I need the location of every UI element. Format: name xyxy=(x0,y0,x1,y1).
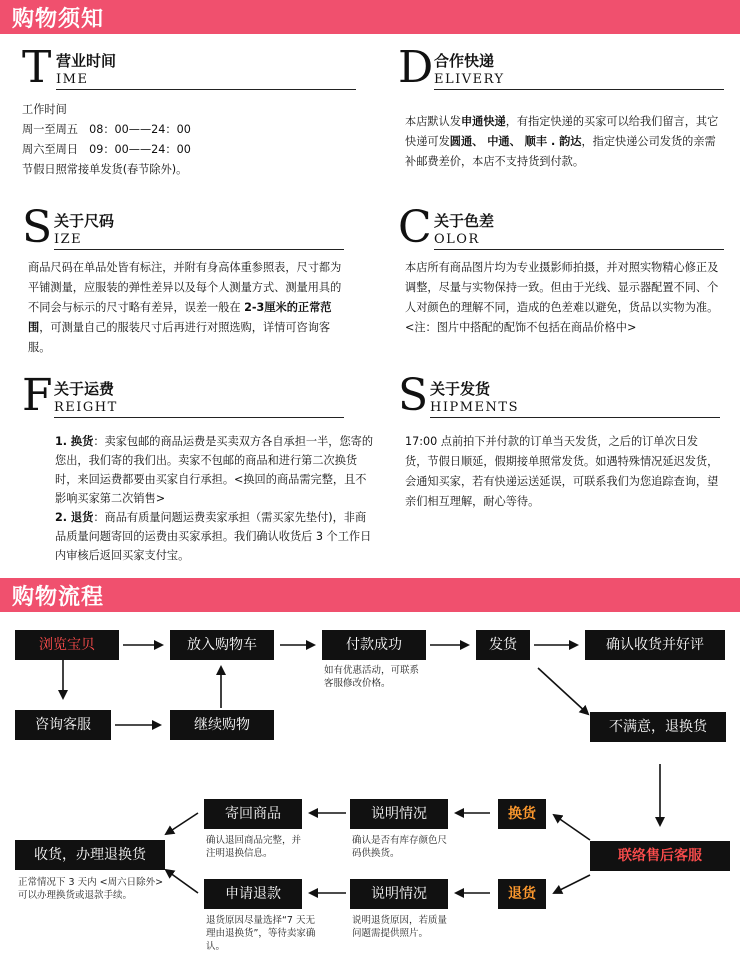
process-banner-title: 购物流程 xyxy=(12,585,105,610)
notice-banner-title: 购物须知 xyxy=(12,7,105,32)
arrow-contact-exchange xyxy=(554,815,590,840)
time-line: 周一至周五 08：00——24：00 xyxy=(22,123,191,136)
flow-pay: 付款成功 xyxy=(322,630,426,660)
freight-exchange-text: ：卖家包邮的商品运费是买卖双方各自承担一半，您寄的您出，我们寄的我们出。卖家不包邮的商品和进行第二次换货时，来回运费都要由买家自行承担。<换回的商品需完整，且不影响买家第二次销售> xyxy=(55,435,374,505)
arrow-apply-receive xyxy=(166,870,198,893)
flow-refund: 退货 xyxy=(498,879,546,909)
arrow-ship-unsatisfied xyxy=(538,668,588,714)
note-explain2: 说明退货原因，若质量问题需提供照片。 xyxy=(352,915,448,939)
flow-continue: 继续购物 xyxy=(170,710,274,740)
flow-contact: 联络售后客服 xyxy=(590,841,730,871)
time-initial: T xyxy=(22,42,52,93)
flow-cart: 放入购物车 xyxy=(170,630,274,660)
freight-return-text: ：商品有质量问题运费卖家承担（需买家先垫付)，非商品质量问题寄回的运费由买家承担。我们确认收货后 3 个工作日内审核后返回买家支付宝。 xyxy=(55,511,372,562)
freight-title-en: REIGHT xyxy=(54,400,118,415)
size-text: 商品尺码在单品处皆有标注，并附有身高体重参照表，尺寸都为平铺测量，应服装的弹性差异以及每个人测量方式、测量用具的不同会与标示的尺寸略有差异，误差一般在 xyxy=(28,261,342,314)
flow-explain2: 说明情况 xyxy=(350,879,448,909)
delivery-text: 本店默认发 xyxy=(405,115,461,128)
delivery-text: ，指定快递公司发货的亲需补邮费差价，本店不支持货到付款。 xyxy=(405,135,716,168)
size-initial: S xyxy=(22,202,53,253)
flow-unsatisfied: 不满意，退换货 xyxy=(590,712,726,742)
color-title-cn: 关于色差 xyxy=(434,212,495,230)
time-title-en: IME xyxy=(56,72,89,87)
flow-browse: 浏览宝贝 xyxy=(15,630,119,660)
time-title-cn: 营业时间 xyxy=(56,52,117,70)
freight-return-label: 2. 退货 xyxy=(55,511,94,524)
size-title-en: IZE xyxy=(54,232,83,247)
color-note: <注：图片中搭配的配饰不包括在商品价格中> xyxy=(405,321,637,334)
note-return: 确认退回商品完整，并注明退换信息。 xyxy=(206,835,302,859)
shipments-title-en: HIPMENTS xyxy=(430,400,519,415)
arrow-contact-refund xyxy=(554,875,590,893)
freight-exchange-label: 1. 换货 xyxy=(55,435,94,448)
delivery-text: ，有指定快递的买家可以给我们留言，其它快递可发 xyxy=(405,115,719,148)
delivery-initial: D xyxy=(398,42,434,93)
flow-receive: 收货，办理退换货 xyxy=(15,840,165,870)
flow-return-goods: 寄回商品 xyxy=(204,799,302,829)
flow-exchange: 换货 xyxy=(498,799,546,829)
flow-consult: 咨询客服 xyxy=(15,710,111,740)
color-initial: C xyxy=(398,202,432,253)
size-text: ，可测量自己的服装尺寸后再进行对照选购，详情可咨询客服。 xyxy=(28,321,331,354)
note-explain1: 确认是否有库存颜色尺码供换货。 xyxy=(352,835,448,859)
shipments-title-cn: 关于发货 xyxy=(430,380,491,398)
note-apply: 退货原因尽量选择“7 天无理由退换货”，等待卖家确认。 xyxy=(206,915,316,952)
time-line: 工作时间 xyxy=(22,103,67,116)
color-title-en: OLOR xyxy=(434,232,480,247)
flow-apply: 申请退款 xyxy=(204,879,302,909)
delivery-title-cn: 合作快递 xyxy=(434,52,495,70)
size-tolerance: 2-3厘米的正常范围 xyxy=(28,301,332,334)
freight-initial: F xyxy=(22,370,53,421)
freight-title-cn: 关于运费 xyxy=(54,380,115,398)
time-line: 节假日照常接单发货(春节除外)。 xyxy=(22,163,188,176)
delivery-title-en: ELIVERY xyxy=(434,72,505,87)
size-title-cn: 关于尺码 xyxy=(54,212,115,230)
shipments-initial: S xyxy=(398,370,429,421)
shipments-text: 17:00 点前拍下并付款的订单当天发货，之后的订单次日发货，节假日顺延，假期接单照常发货。如遇特殊情况延迟发货，会通知买家，若有快递运送延误，可联系我们为您追踪查询，望亲们相互理解，耐心等待。 xyxy=(405,435,719,508)
flow-ship: 发货 xyxy=(476,630,530,660)
delivery-default-courier: 申通快递 xyxy=(460,115,506,128)
arrow-return-receive xyxy=(166,813,198,834)
time-line: 周六至周日 09：00——24：00 xyxy=(22,143,191,156)
delivery-other-couriers: 圆通、 中通、 顺丰 . 韵达 xyxy=(449,135,582,148)
note-receive: 正常情况下 3 天内 <周六日除外> 可以办理换货或退款手续。 xyxy=(18,877,164,901)
flow-explain1: 说明情况 xyxy=(350,799,448,829)
color-text: 本店所有商品图片均为专业摄影师拍摄，并对照实物精心修正及调整，尽量与实物保持一致。但由于光线、显示器配置不同、个人对颜色的理解不同，造成的色差难以避免，货品以实物为准。 xyxy=(405,261,719,314)
note-pay: 如有优惠活动，可联系客服修改价格。 xyxy=(324,665,420,689)
flow-confirm: 确认收货并好评 xyxy=(585,630,725,660)
